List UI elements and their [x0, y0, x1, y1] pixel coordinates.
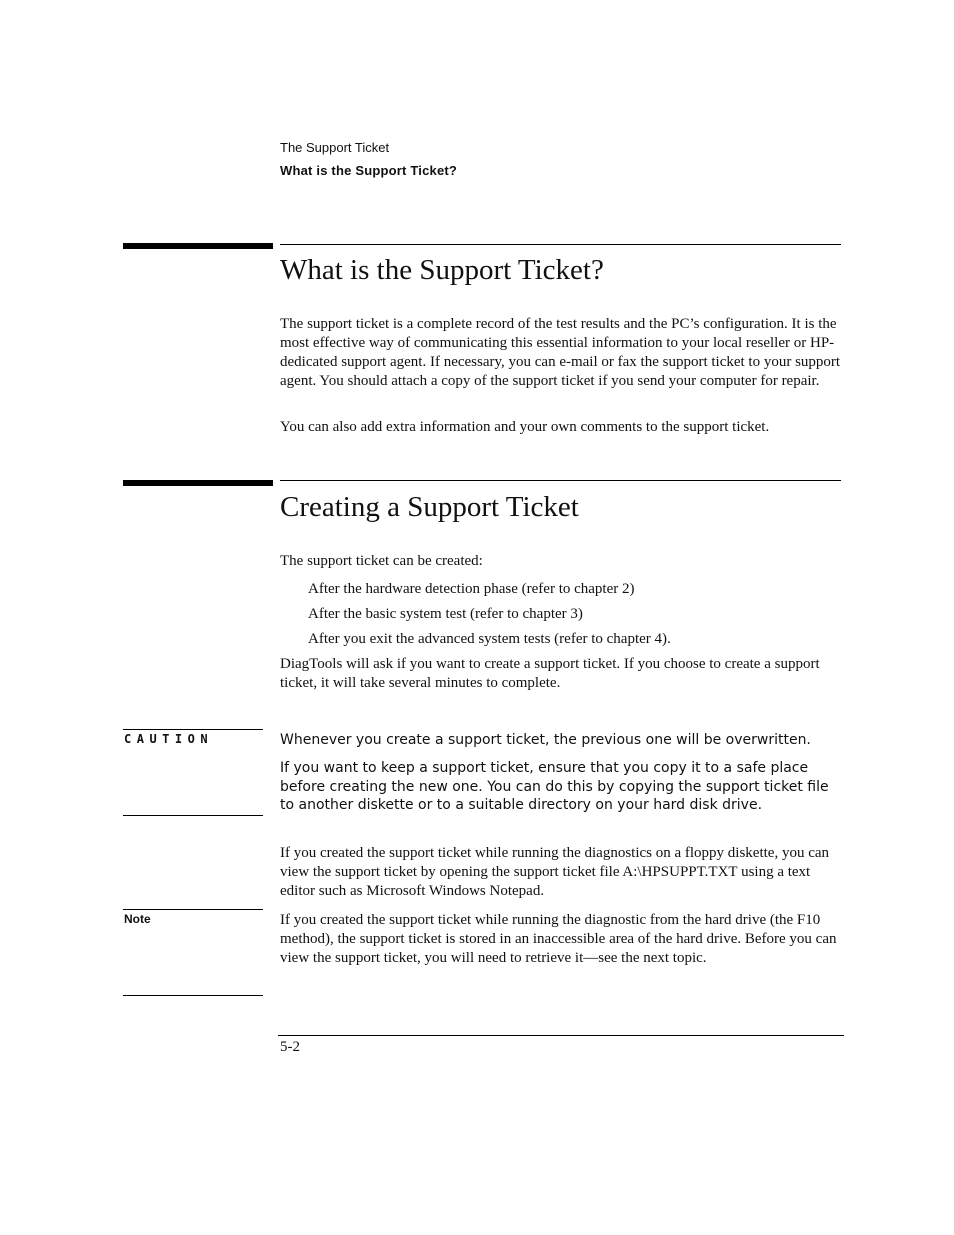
section-divider: [280, 244, 841, 245]
caution-top-rule: [123, 729, 263, 730]
caution-bottom-rule: [123, 815, 263, 816]
page-number: 5-2: [280, 1039, 300, 1055]
note-paragraph: If you created the support ticket while running the diagnostic from the hard drive (the F10 method), the support ticket is stored in an inaccessible area of the hard drive. Before you can view the support ticket, you will need to retrieve it—see the next topic.: [280, 912, 837, 966]
caution-paragraph: If you want to keep a support ticket, ensure that you copy it to a safe place before creating the new one. You can do this by copying the support ticket file to another diskette or to a suitable directory on your hard disk drive.: [280, 760, 829, 813]
paragraph: If you created the support ticket while running the diagnostics on a floppy diskette, you can view the support ticket by opening the support ticket file A:\HPSUPPT.TXT using a text editor such as Microsoft Windows Notepad.: [280, 845, 830, 899]
list-item: After the basic system test (refer to chapter 3): [308, 606, 583, 622]
note-bottom-rule: [123, 995, 263, 996]
paragraph: You can also add extra information and your own comments to the support ticket.: [280, 419, 770, 435]
list-item: After you exit the advanced system tests (refer to chapter 4).: [308, 631, 671, 647]
section-title-what-is: What is the Support Ticket?: [280, 254, 604, 286]
note-top-rule: [123, 909, 263, 910]
section-marker-bar: [123, 480, 273, 486]
caution-label: CAUTION: [124, 732, 214, 746]
note-label: Note: [124, 912, 151, 926]
running-header-chapter: The Support Ticket: [280, 140, 390, 155]
list-item: After the hardware detection phase (refer to chapter 2): [308, 581, 635, 597]
section-title-creating: Creating a Support Ticket: [280, 491, 579, 523]
paragraph: The support ticket is a complete record of the test results and the PC’s configuration. It is the most effective way of communicating this essential information to your local reseller or HP-dedicated support agent. If necessary, you can e-mail or fax the support ticket to your support agent. You should attach a copy of the support ticket if you send your computer for repair.: [280, 316, 841, 389]
section-divider: [280, 480, 841, 481]
running-header-section: What is the Support Ticket?: [280, 163, 458, 178]
caution-paragraph: Whenever you create a support ticket, the previous one will be overwritten.: [280, 732, 811, 748]
section-marker-bar: [123, 243, 273, 249]
footer-rule: [278, 1035, 844, 1036]
paragraph: The support ticket can be created:: [280, 553, 483, 569]
paragraph: DiagTools will ask if you want to create a support ticket. If you choose to create a support ticket, it will take several minutes to complete.: [280, 656, 820, 691]
